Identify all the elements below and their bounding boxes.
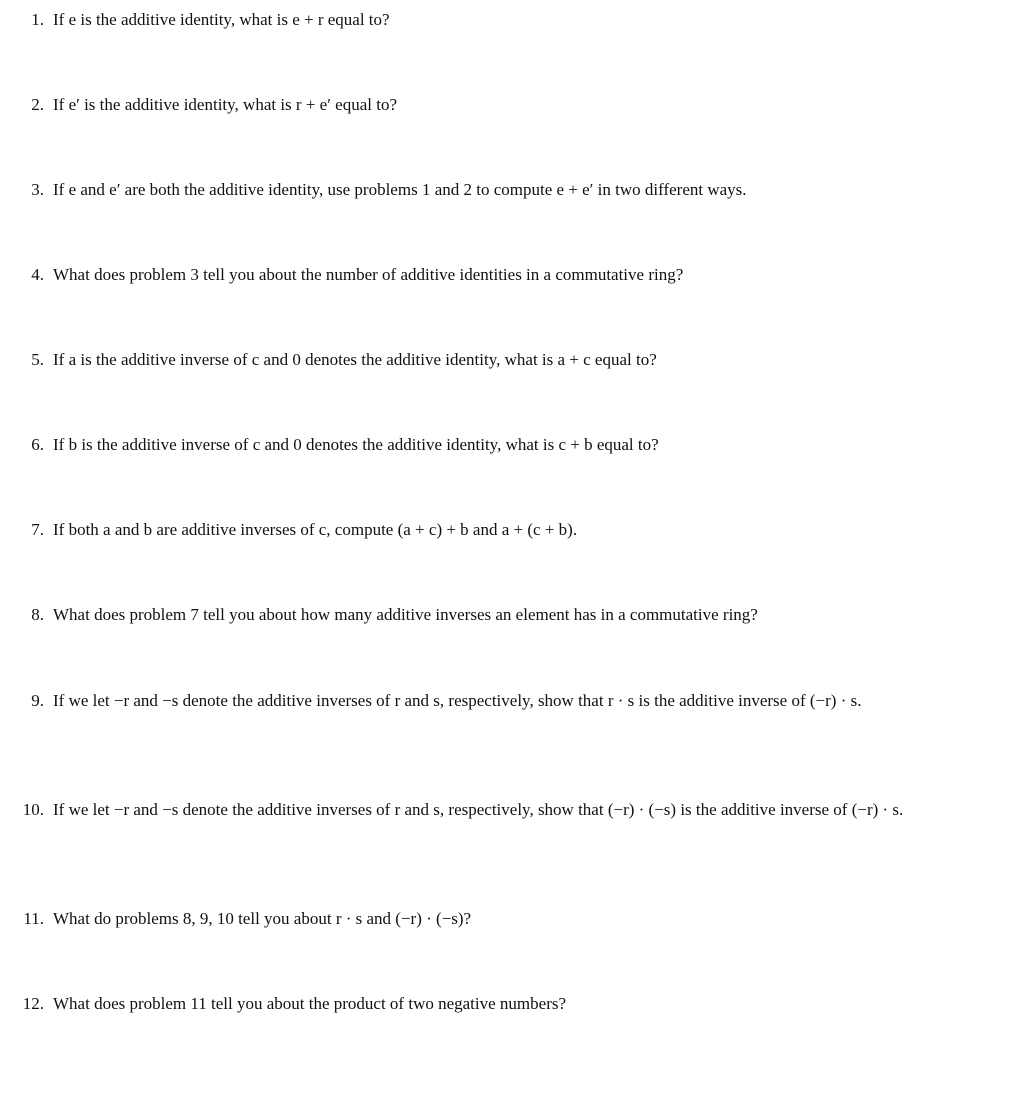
problem-number: 2. [31,95,44,114]
problem-text: If both a and b are additive inverses of c, compute (a + c) + b and a + (c + b). [53,520,578,539]
problem-number: 4. [31,265,44,284]
problem-text: If we let −r and −s denote the additive inverses of r and s, respectively, show that r · s is the additive inverse of (−r) · s. [53,691,862,710]
problem-text: If e is the additive identity, what is e + r equal to? [53,10,390,29]
problem-text: If e and e′ are both the additive identity, use problems 1 and 2 to compute e + e′ in two different ways. [53,180,747,199]
problem-number: 7. [31,520,44,539]
problem-text: What does problem 3 tell you about the number of additive identities in a commutative ring? [53,265,684,284]
problem-number: 12. [22,994,44,1013]
problem-text: What does problem 7 tell you about how many additive inverses an element has in a commutative ring? [53,605,758,624]
problem-number: 6. [31,435,44,454]
problem-number: 9. [31,691,44,710]
problem-number: 8. [31,605,44,624]
problem-number: 11. [23,909,44,928]
problem-number: 3. [31,180,44,199]
problem-number: 1. [31,10,44,29]
problem-number: 5. [31,350,44,369]
problem-text: If a is the additive inverse of c and 0 denotes the additive identity, what is a + c equal to? [53,350,657,369]
problem-text: What does problem 11 tell you about the product of two negative numbers? [53,994,567,1013]
problem-text: If e′ is the additive identity, what is r + e′ equal to? [53,95,398,114]
problem-text: If b is the additive inverse of c and 0 denotes the additive identity, what is c + b equal to? [53,435,659,454]
problem-number: 10. [22,800,44,819]
problem-text: If we let −r and −s denote the additive inverses of r and s, respectively, show that (−r) · (−s) is the additive inverse of (−r) · s. [53,800,904,819]
problem-text: What do problems 8, 9, 10 tell you about r · s and (−r) · (−s)? [53,909,472,928]
